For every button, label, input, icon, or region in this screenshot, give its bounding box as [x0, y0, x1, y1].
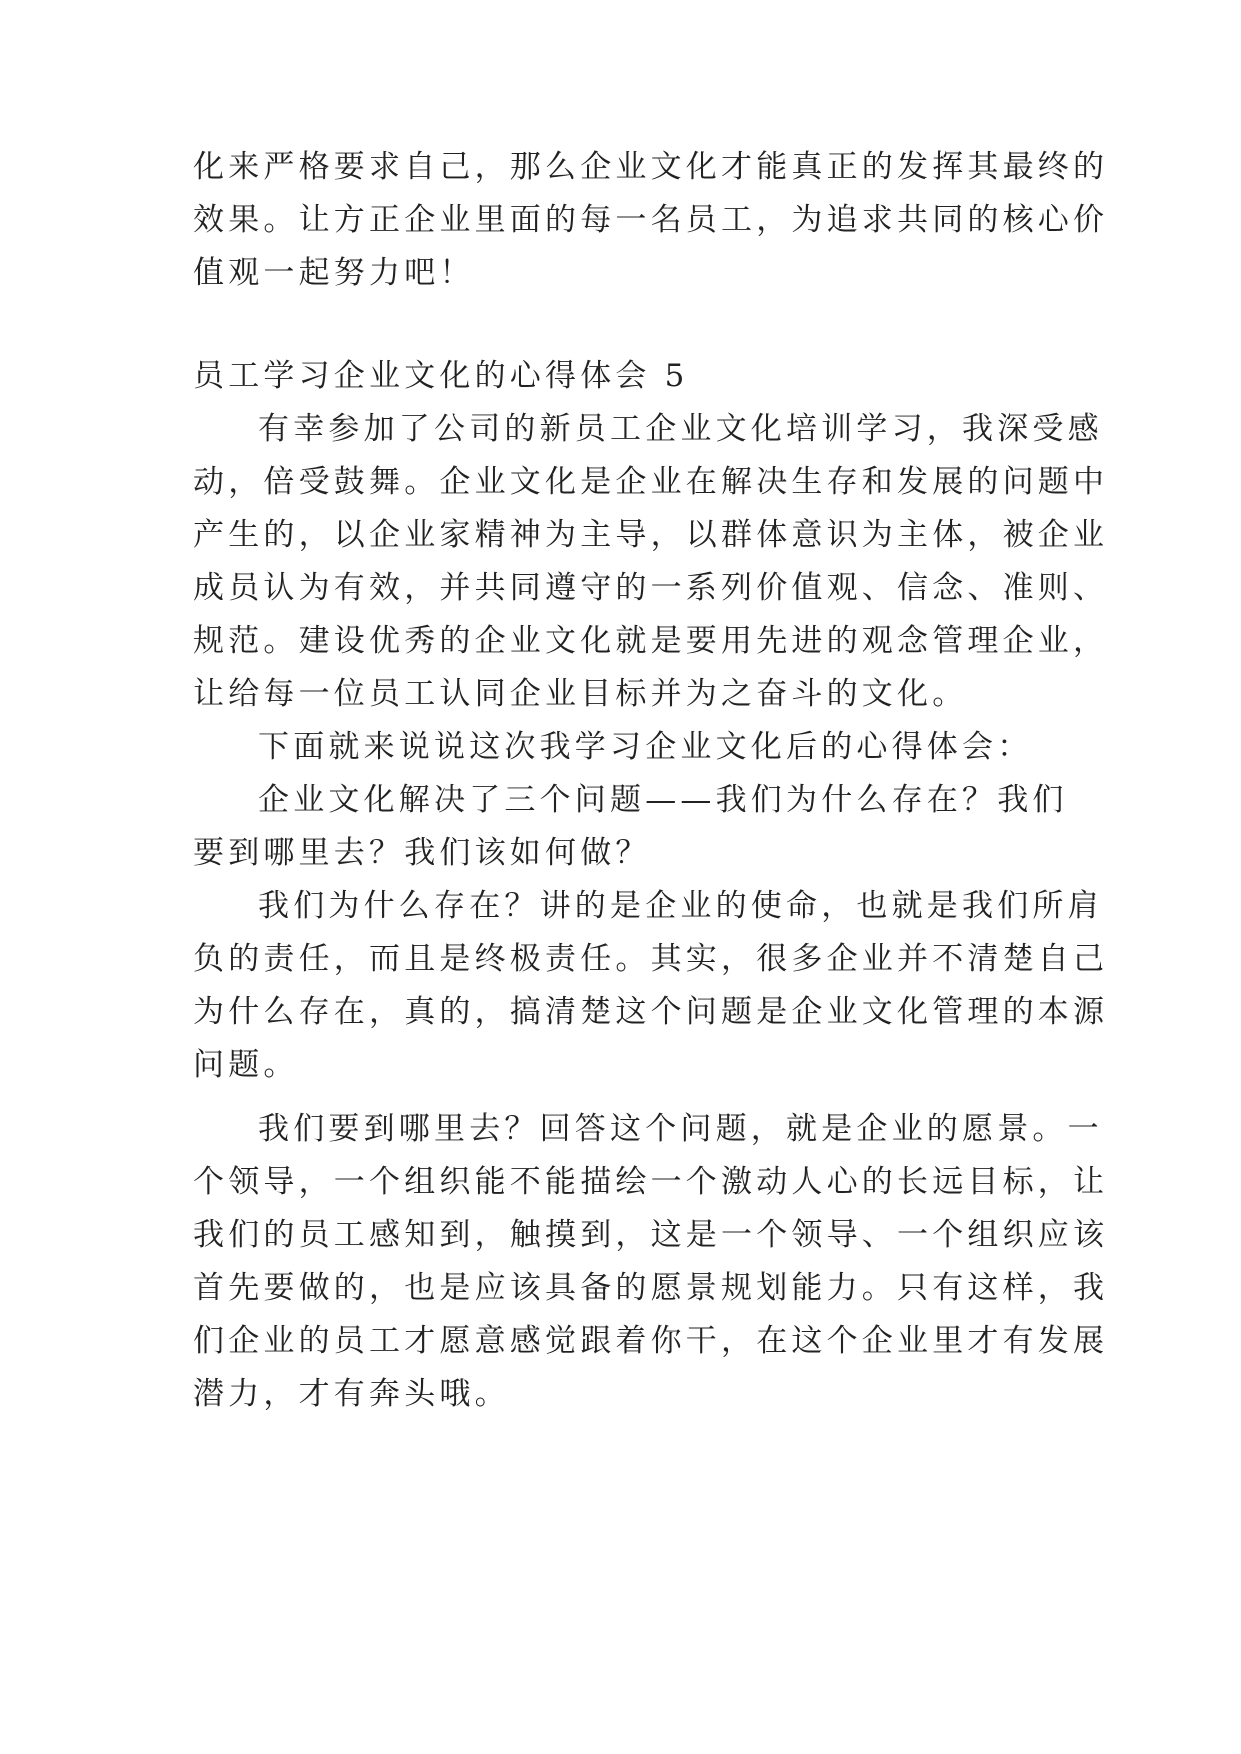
- text-line: 值观一起努力吧！: [193, 255, 475, 291]
- text-line: 个领导，一个组织能不能描绘一个激动人心的长远目标，让: [193, 1164, 1109, 1200]
- section-title: 员工学习企业文化的心得体会 5: [193, 358, 689, 394]
- text-line: 让给每一位员工认同企业目标并为之奋斗的文化。: [193, 676, 968, 712]
- text-line: 下面就来说说这次我学习企业文化后的心得体会：: [258, 729, 1033, 765]
- text-line: 有幸参加了公司的新员工企业文化培训学习，我深受感: [258, 411, 1103, 447]
- text-line: 我们要到哪里去？回答这个问题，就是企业的愿景。一: [258, 1111, 1103, 1147]
- text-line: 我们为什么存在？讲的是企业的使命，也就是我们所肩: [258, 888, 1103, 924]
- text-line: 规范。建设优秀的企业文化就是要用先进的观念管理企业，: [193, 623, 1109, 659]
- text-line: 要到哪里去？我们该如何做？: [193, 835, 651, 871]
- text-line: 问题。: [193, 1047, 299, 1083]
- text-line: 化来严格要求自己，那么企业文化才能真正的发挥其最终的: [193, 149, 1109, 185]
- text-line: 企业文化解决了三个问题——我们为什么存在？我们: [258, 782, 1068, 818]
- text-line: 动，倍受鼓舞。企业文化是企业在解决生存和发展的问题中: [193, 464, 1109, 500]
- text-line: 为什么存在，真的，搞清楚这个问题是企业文化管理的本源: [193, 994, 1109, 1030]
- text-line: 产生的，以企业家精神为主导，以群体意识为主体，被企业: [193, 517, 1109, 553]
- text-line: 负的责任，而且是终极责任。其实，很多企业并不清楚自己: [193, 941, 1109, 977]
- text-line: 效果。让方正企业里面的每一名员工，为追求共同的核心价: [193, 202, 1109, 238]
- text-line: 首先要做的，也是应该具备的愿景规划能力。只有这样，我: [193, 1270, 1109, 1306]
- text-line: 我们的员工感知到，触摸到，这是一个领导、一个组织应该: [193, 1217, 1109, 1253]
- text-line: 成员认为有效，并共同遵守的一系列价值观、信念、准则、: [193, 570, 1109, 606]
- text-line: 潜力，才有奔头哦。: [193, 1376, 510, 1412]
- text-line: 们企业的员工才愿意感觉跟着你干，在这个企业里才有发展: [193, 1323, 1109, 1359]
